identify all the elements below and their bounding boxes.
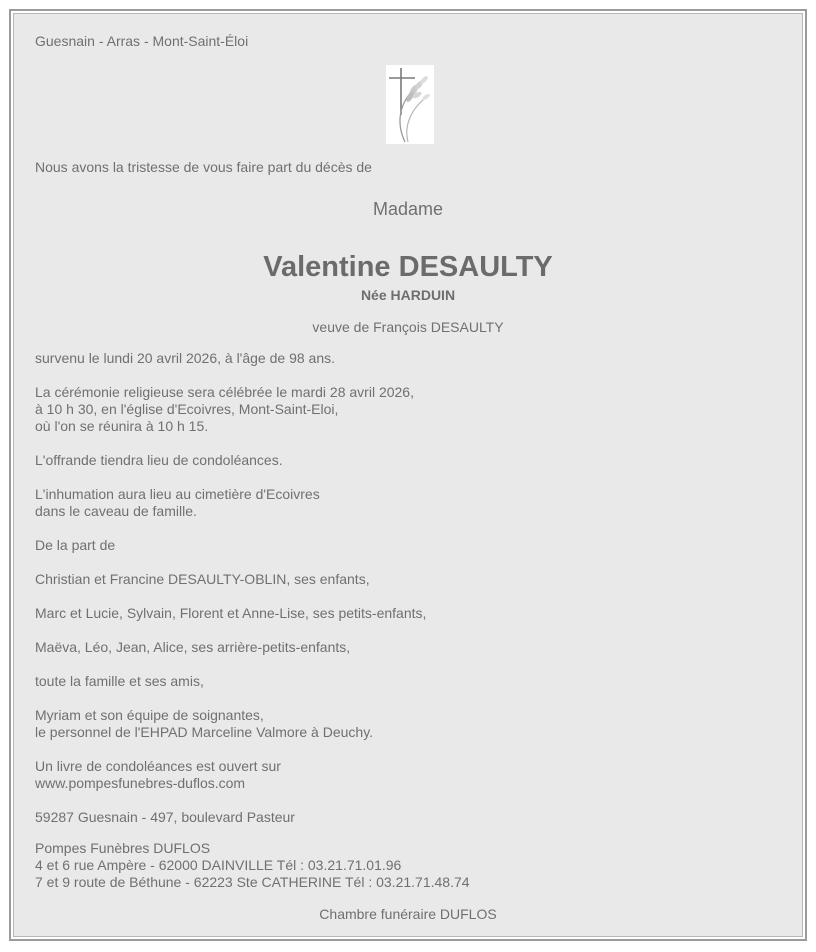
funeral-home-address: 4 et 6 rue Ampère - 62000 DAINVILLE Tél : 03.21.71.01.96 [35, 857, 402, 873]
condolence-book-url[interactable]: www.pompesfunebres-duflos.com [35, 775, 246, 791]
widow-of: veuve de François DESAULTY [312, 319, 504, 335]
grandchildren-line: Marc et Lucie, Sylvain, Florent et Anne-Lise, ses petits-enfants, [35, 605, 427, 621]
death-notice: survenu le lundi 20 avril 2026, à l'âge de 98 ans. [35, 350, 335, 366]
ceremony-line: à 10 h 30, en l'église d'Ecoivres, Mont-Saint-Eloi, [35, 401, 339, 417]
notice-frame [9, 9, 807, 941]
maiden-name: Née HARDUIN [360, 287, 456, 303]
deceased-name: Valentine DESAULTY [263, 251, 553, 283]
caregivers-line: le personnel de l'EHPAD Marceline Valmore à Deuchy. [35, 724, 374, 740]
locations-line: Guesnain - Arras - Mont-Saint-Éloi [35, 33, 249, 49]
honorific: Madame [372, 199, 444, 219]
children-line: Christian et Francine DESAULTY-OBLIN, ses enfants, [35, 571, 370, 587]
from-label: De la part de [35, 537, 116, 553]
family-line: toute la famille et ses amis, [35, 673, 204, 689]
funeral-home-name: Pompes Funèbres DUFLOS [35, 840, 211, 856]
cross-wheat-icon [386, 65, 434, 144]
ceremony-line: où l'on se réunira à 10 h 15. [35, 418, 209, 434]
burial-line: dans le caveau de famille. [35, 503, 197, 519]
family-address: 59287 Guesnain - 497, boulevard Pasteur [35, 809, 295, 825]
notice-card [13, 13, 803, 937]
ceremony-line: La cérémonie religieuse sera célébrée le mardi 28 avril 2026, [35, 384, 414, 400]
chapel-name: Chambre funéraire DUFLOS [319, 906, 497, 922]
offering-text: L'offrande tiendra lieu de condoléances. [35, 452, 283, 468]
burial-line: L'inhumation aura lieu au cimetière d'Ecoivres [35, 486, 320, 502]
intro-text: Nous avons la tristesse de vous faire part du décès de [35, 159, 372, 175]
caregivers-line: Myriam et son équipe de soignantes, [35, 707, 264, 723]
condolence-book-line: Un livre de condoléances est ouvert sur [35, 758, 281, 774]
great-grandchildren-line: Maëva, Léo, Jean, Alice, ses arrière-petits-enfants, [35, 639, 351, 655]
funeral-home-address: 7 et 9 route de Béthune - 62223 Ste CATHERINE Tél : 03.21.71.48.74 [35, 874, 470, 890]
